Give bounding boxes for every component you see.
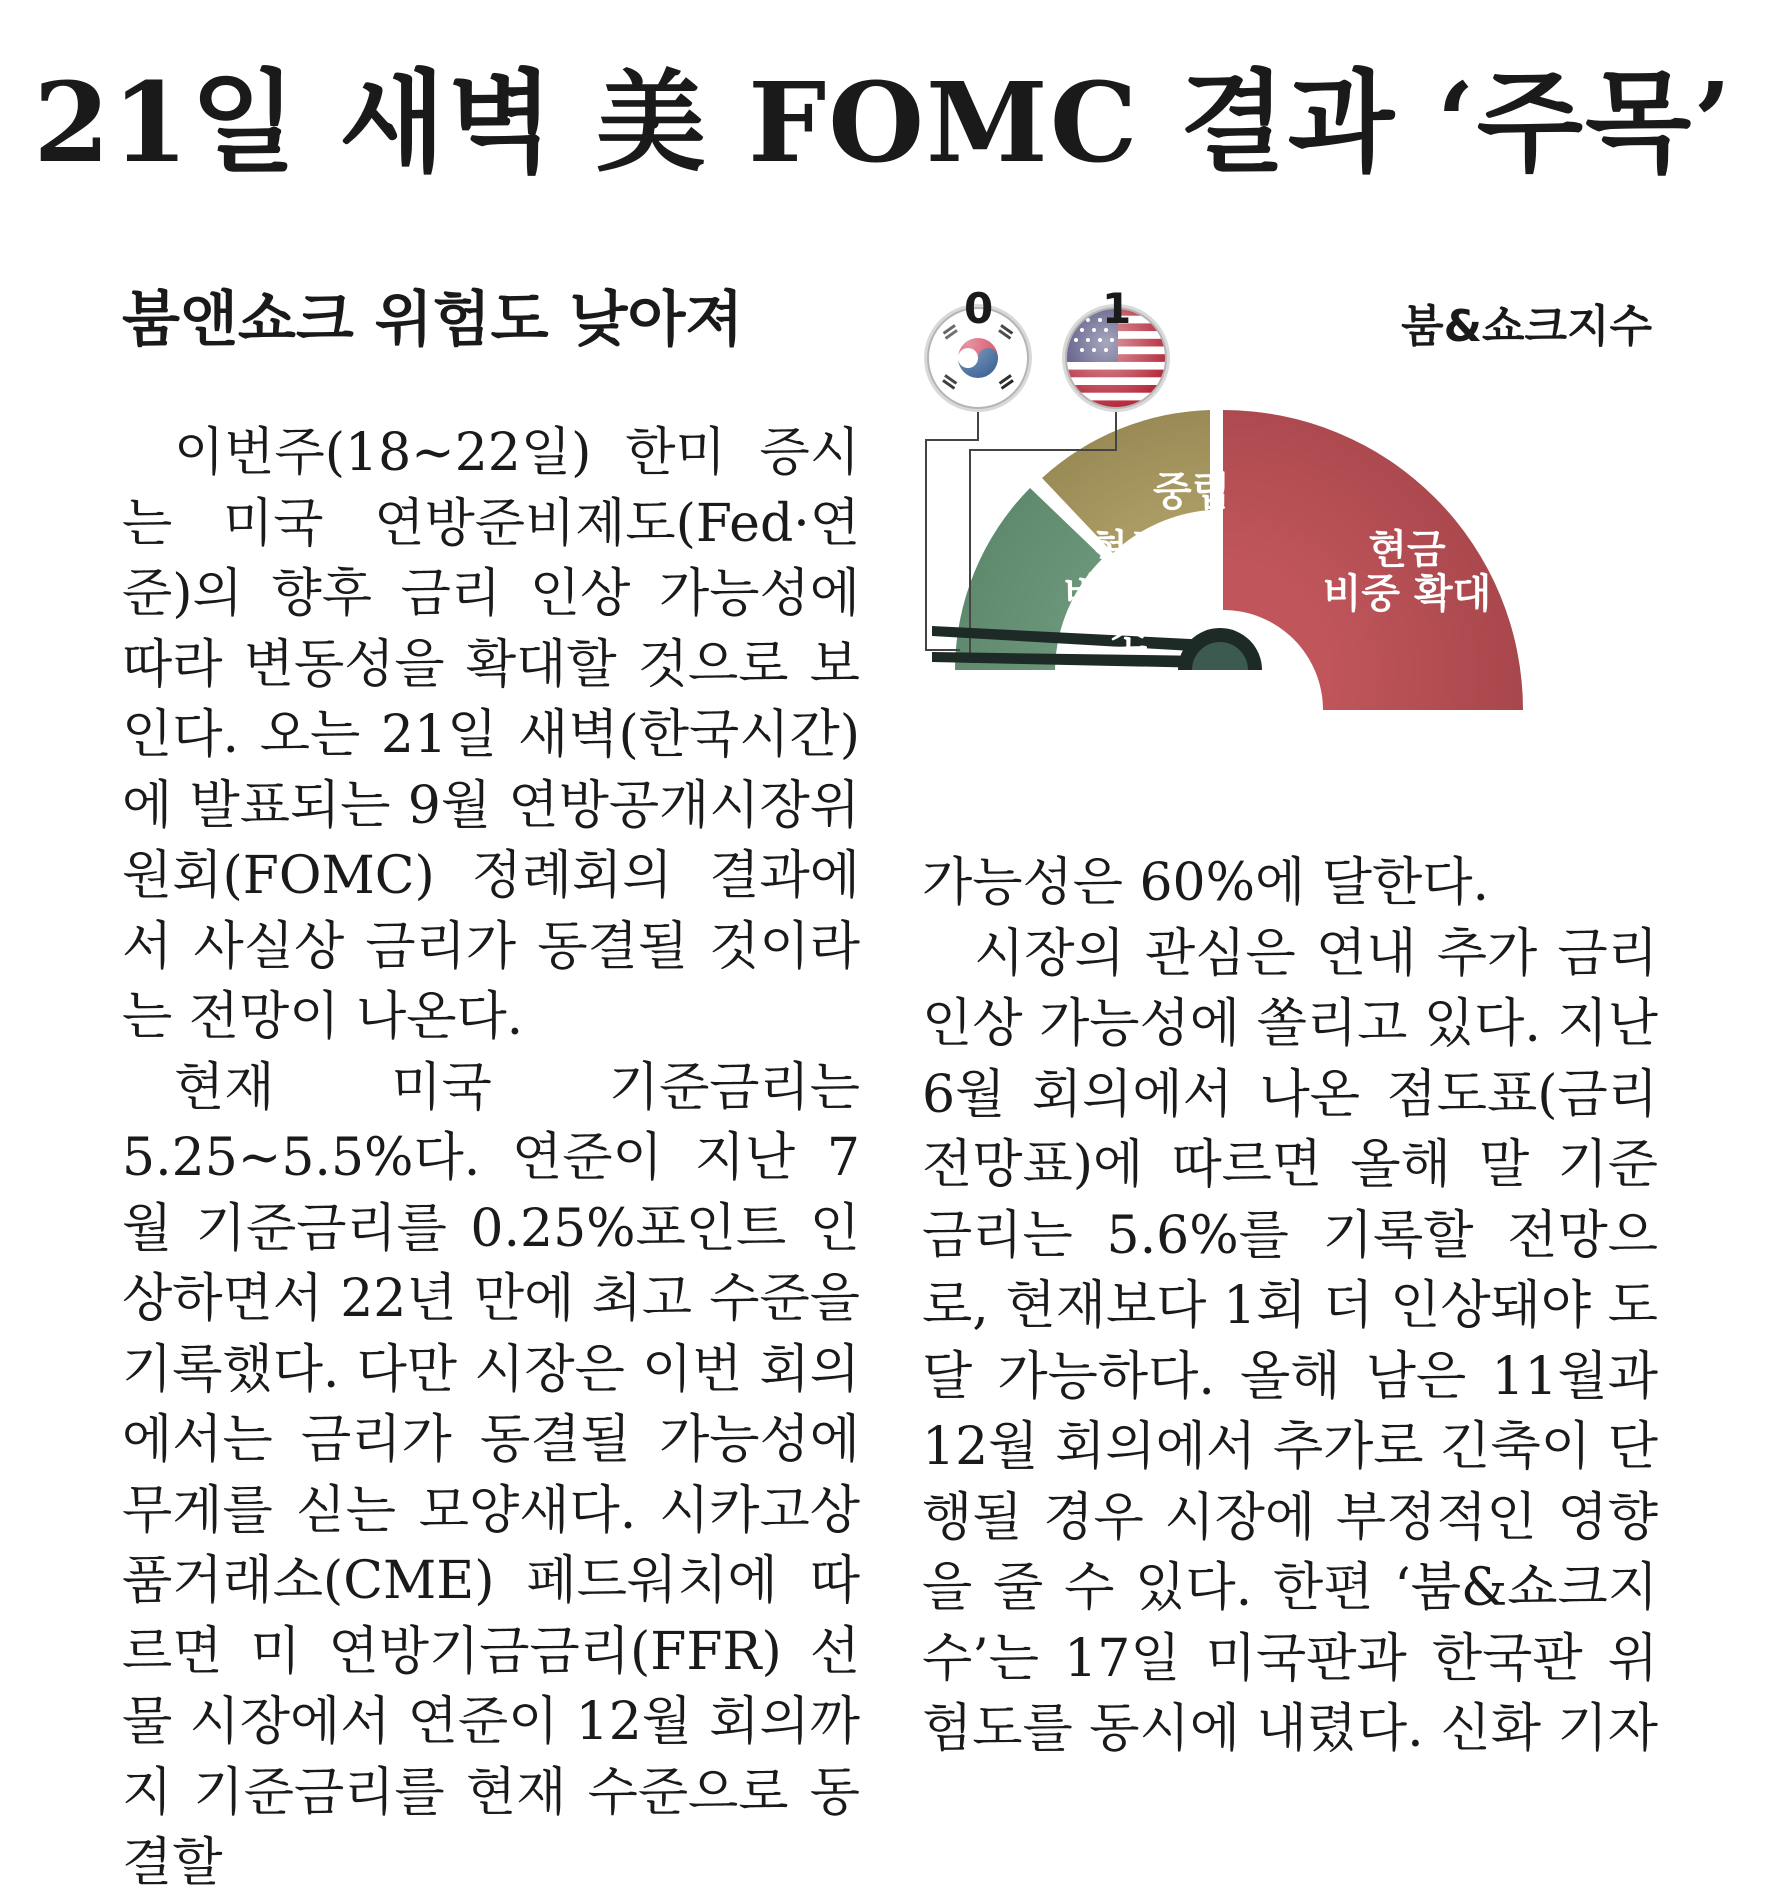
byline: 신화 기자 — [1440, 1699, 1658, 1759]
segment-label-reduce-line2: 비중 축소 — [1063, 571, 1193, 661]
subheadline: 붐앤쇼크 위험도 낮아져 — [122, 285, 744, 355]
article-paragraph: 이번주(18~22일) 한미 증시는 미국 연방준비제도(Fed·연준)의 향후 금리 인상 가능성에 따라 변동성을 확대할 것으로 보인다. 오는 21일 새벽(한국시간)에 발표되는 9월 연방공개시장위원회(FOMC) 정례회의 결과에서 사실상 금리가 동결될 것이라는 전망이 나온다. — [122, 423, 860, 1047]
segment-label-increase-line2: 비중 확대 — [1322, 571, 1492, 617]
graphic-title: 붐&쇼크지수 — [1401, 301, 1652, 352]
scale-label-usa: 1 — [1102, 284, 1132, 333]
article-continuation: 가능성은 60%에 달한다. — [922, 853, 1490, 913]
segment-label-increase-cash — [1312, 528, 1502, 616]
article-paragraph — [922, 919, 1658, 1765]
article-right-column — [922, 848, 1658, 1765]
segment-label-increase-line1: 현금 — [1368, 527, 1446, 573]
headline: 21일 새벽 美 FOMC 결과 ‘주목’ — [33, 58, 1734, 187]
article-paragraph-text: 시장의 관심은 연내 추가 금리 인상 가능성에 쏠리고 있다. 지난 6월 회의에서 나온 점도표(금리전망표)에 따르면 올해 말 기준금리는 5.6%를 기록할 전망으로, 현재보다 1회 더 인상돼야 도달 가능하다. 올해 남은 11월과 12월 회의에서 추가로 긴축이 단행될 경우 시장에 부정적인 영향을 줄 수 있다. 한편 ‘붐&쇼크지수’는 17일 미국판과 한국판 위험도를 동시에 내렸다. — [922, 923, 1658, 1759]
article-paragraph: 현재 미국 기준금리는 5.25~5.5%다. 연준이 지난 7월 기준금리를 0.25%포인트 인상하면서 22년 만에 최고 수준을 기록했다. 다만 시장은 이번 회의에서는 금리가 동결될 가능성에 무게를 싣는 모양새다. 시카고상품거래소(CME) 페드워치에 따르면 미 연방기금금리(FFR) 선물 시장에서 연준이 12월 회의까지 기준금리를 현재 수준으로 동결할 — [122, 1057, 860, 1893]
boom-shock-index-graphic — [920, 270, 1660, 770]
segment-label-neutral: 중립 — [1153, 469, 1231, 515]
article-left-column — [122, 418, 860, 1899]
segment-label-reduce-cash — [1048, 528, 1208, 660]
segment-label-reduce-line1: 현금 — [1089, 527, 1167, 573]
scale-label-korea: 0 — [964, 284, 994, 333]
